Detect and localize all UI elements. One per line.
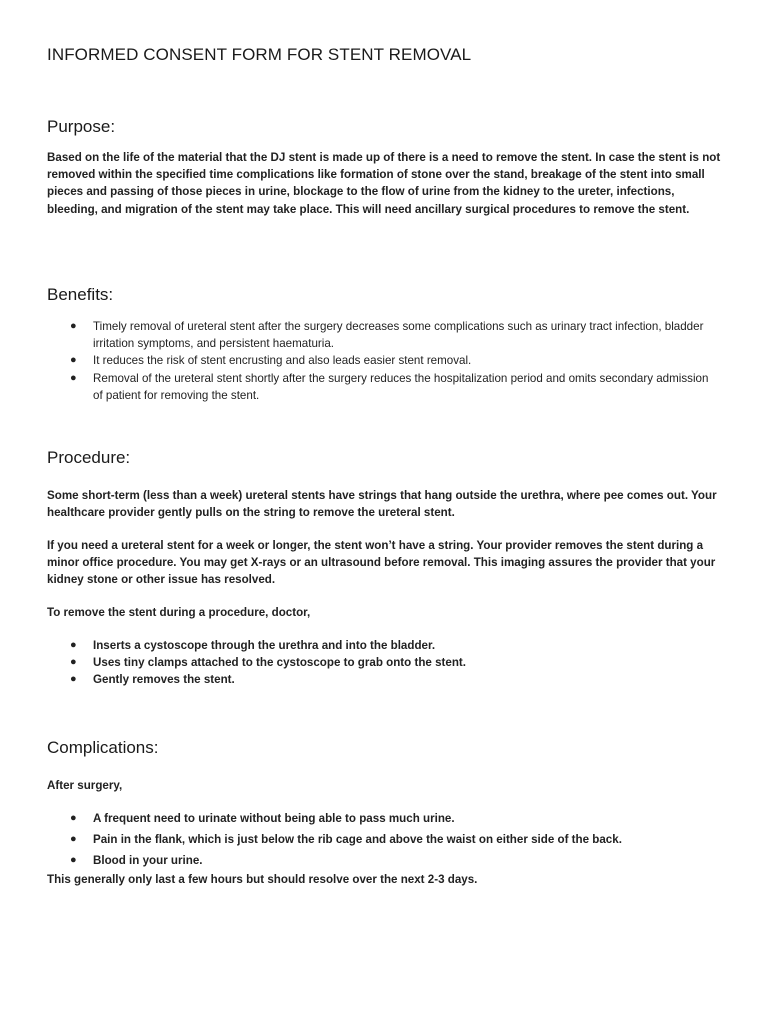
list-item: ● Uses tiny clamps attached to the cystoscope to grab onto the stent.: [47, 654, 717, 671]
list-item: ● A frequent need to urinate without being able to pass much urine.: [47, 810, 717, 827]
list-item: ● Blood in your urine.: [47, 852, 717, 869]
complications-closing: This generally only last a few hours but should resolve over the next 2-3 days.: [47, 873, 478, 886]
purpose-text: Based on the life of the material that the DJ stent is made up of there is a need to remove the stent. In case the stent is not removed within the specified time complications like formation of stone over the stand, breakage of the stent into small pieces and passing of those pieces in urine, blockage to the flow of urine from the kidney to the ureter, infections, bleeding, and migration of the stent may take place. This will need ancillary surgical procedures to remove the stent.: [47, 151, 721, 216]
list-item: ● Timely removal of ureteral stent after the surgery decreases some complications such as urinary tract infection, bladder irritation symptoms, and persistent haematuria.: [70, 320, 704, 351]
bullet-icon: ●: [70, 812, 77, 824]
procedure-steps-list: [47, 637, 717, 689]
benefits-heading: Benefits:: [47, 285, 114, 304]
bullet-icon: ●: [70, 832, 77, 845]
bullet-icon: ●: [70, 656, 77, 669]
procedure-heading: Procedure:: [47, 448, 131, 467]
benefits-list: [47, 318, 717, 404]
complications-list: [47, 810, 717, 872]
document-title: INFORMED CONSENT FORM FOR STENT REMOVAL: [47, 45, 472, 64]
bullet-icon: ●: [70, 320, 77, 332]
list-item: ● Pain in the flank, which is just below the rib cage and above the waist on either side of the back.: [47, 831, 717, 848]
complications-heading: Complications:: [47, 738, 159, 757]
list-item: ● Removal of the ureteral stent shortly after the surgery reduces the hospitalization period and omits secondary admission of patient for removing the stent.: [70, 371, 709, 402]
complications-intro: After surgery,: [47, 779, 123, 792]
list-item: ● Gently removes the stent.: [47, 671, 717, 688]
bullet-icon: ●: [70, 354, 77, 367]
bullet-icon: ●: [70, 639, 77, 651]
bullet-icon: ●: [70, 371, 77, 384]
procedure-paragraph-3: To remove the stent during a procedure, doctor,: [47, 606, 311, 619]
bullet-icon: ●: [70, 673, 77, 686]
bullet-icon: ●: [70, 853, 77, 866]
purpose-heading: Purpose:: [47, 117, 116, 136]
procedure-paragraph-2: If you need a ureteral stent for a week or longer, the stent won’t have a string. Your provider removes the stent during a minor office procedure. You may get X-rays or an ultrasound before removal. This imaging assures the provider that your kidney stone or other issue has resolved.: [47, 539, 716, 587]
list-item: ● Inserts a cystoscope through the urethra and into the bladder.: [47, 637, 717, 654]
list-item: ● It reduces the risk of stent encrusting and also leads easier stent removal.: [47, 352, 717, 369]
procedure-paragraph-1: Some short-term (less than a week) ureteral stents have strings that hang outside the urethra, where pee comes out. Your healthcare provider gently pulls on the string to remove the ureteral stent.: [47, 489, 717, 520]
